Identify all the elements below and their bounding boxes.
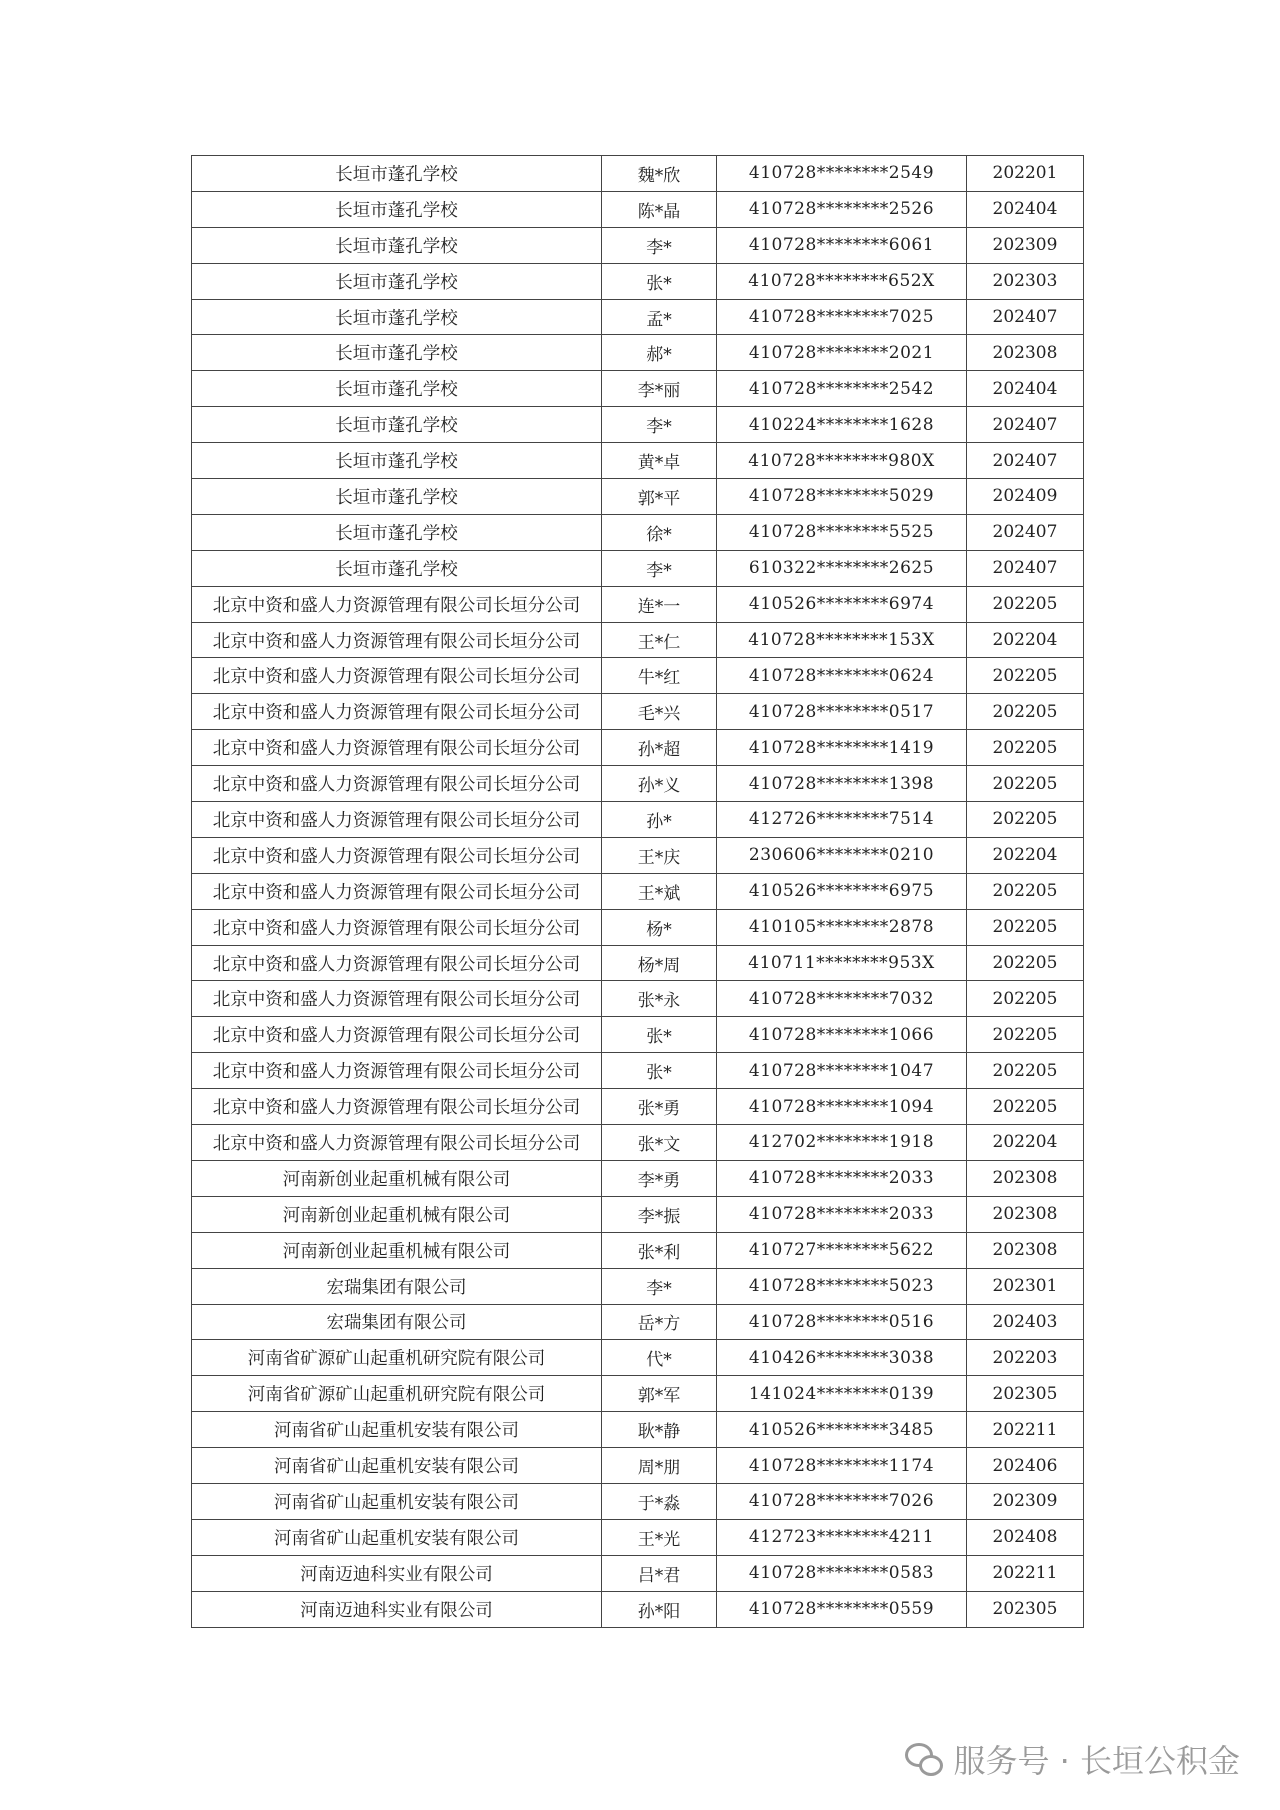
id-number-cell: 410728********0516 xyxy=(717,1304,967,1340)
id-number-cell: 410711********953X xyxy=(717,945,967,981)
records-table-body xyxy=(192,156,1084,1628)
name-cell: 代* xyxy=(602,1340,717,1376)
month-cell: 202205 xyxy=(967,586,1084,622)
company-cell: 河南省矿山起重机安装有限公司 xyxy=(192,1483,602,1519)
id-number-cell: 410728********5029 xyxy=(717,479,967,515)
table-row xyxy=(192,335,1084,371)
name-cell: 吕*君 xyxy=(602,1555,717,1591)
company-cell: 长垣市蓬孔学校 xyxy=(192,263,602,299)
name-cell: 陈*晶 xyxy=(602,191,717,227)
name-cell: 耿*静 xyxy=(602,1412,717,1448)
name-cell: 岳*方 xyxy=(602,1304,717,1340)
month-cell: 202205 xyxy=(967,981,1084,1017)
month-cell: 202309 xyxy=(967,1483,1084,1519)
id-number-cell: 410728********153X xyxy=(717,622,967,658)
id-number-cell: 410728********1174 xyxy=(717,1448,967,1484)
id-number-cell: 410224********1628 xyxy=(717,407,967,443)
id-number-cell: 410728********1419 xyxy=(717,730,967,766)
table-row xyxy=(192,1376,1084,1412)
company-cell: 北京中资和盛人力资源管理有限公司长垣分公司 xyxy=(192,622,602,658)
id-number-cell: 410728********1066 xyxy=(717,1017,967,1053)
id-number-cell: 410526********3485 xyxy=(717,1412,967,1448)
month-cell: 202404 xyxy=(967,191,1084,227)
month-cell: 202205 xyxy=(967,909,1084,945)
month-cell: 202308 xyxy=(967,1160,1084,1196)
name-cell: 杨* xyxy=(602,909,717,945)
month-cell: 202205 xyxy=(967,873,1084,909)
company-cell: 河南省矿源矿山起重机研究院有限公司 xyxy=(192,1340,602,1376)
month-cell: 202305 xyxy=(967,1591,1084,1627)
month-cell: 202409 xyxy=(967,479,1084,515)
company-cell: 长垣市蓬孔学校 xyxy=(192,299,602,335)
table-row xyxy=(192,694,1084,730)
month-cell: 202407 xyxy=(967,299,1084,335)
name-cell: 连*一 xyxy=(602,586,717,622)
table-row xyxy=(192,981,1084,1017)
table-row xyxy=(192,1519,1084,1555)
company-cell: 北京中资和盛人力资源管理有限公司长垣分公司 xyxy=(192,586,602,622)
name-cell: 郭*平 xyxy=(602,479,717,515)
name-cell: 徐* xyxy=(602,514,717,550)
month-cell: 202205 xyxy=(967,1053,1084,1089)
company-cell: 北京中资和盛人力资源管理有限公司长垣分公司 xyxy=(192,837,602,873)
month-cell: 202407 xyxy=(967,407,1084,443)
month-cell: 202205 xyxy=(967,766,1084,802)
id-number-cell: 410728********1047 xyxy=(717,1053,967,1089)
company-cell: 河南省矿山起重机安装有限公司 xyxy=(192,1412,602,1448)
id-number-cell: 412726********7514 xyxy=(717,802,967,838)
month-cell: 202203 xyxy=(967,1340,1084,1376)
table-row xyxy=(192,1483,1084,1519)
name-cell: 张*勇 xyxy=(602,1089,717,1125)
table-row xyxy=(192,227,1084,263)
company-cell: 长垣市蓬孔学校 xyxy=(192,371,602,407)
name-cell: 王*仁 xyxy=(602,622,717,658)
name-cell: 李*振 xyxy=(602,1196,717,1232)
company-cell: 北京中资和盛人力资源管理有限公司长垣分公司 xyxy=(192,694,602,730)
company-cell: 长垣市蓬孔学校 xyxy=(192,407,602,443)
table-row xyxy=(192,550,1084,586)
table-row xyxy=(192,263,1084,299)
name-cell: 李*勇 xyxy=(602,1160,717,1196)
company-cell: 河南省矿山起重机安装有限公司 xyxy=(192,1448,602,1484)
name-cell: 张* xyxy=(602,263,717,299)
name-cell: 孟* xyxy=(602,299,717,335)
table-row xyxy=(192,1412,1084,1448)
name-cell: 郝* xyxy=(602,335,717,371)
id-number-cell: 410526********6975 xyxy=(717,873,967,909)
name-cell: 于*淼 xyxy=(602,1483,717,1519)
company-cell: 北京中资和盛人力资源管理有限公司长垣分公司 xyxy=(192,766,602,802)
name-cell: 黄*卓 xyxy=(602,443,717,479)
table-row xyxy=(192,1053,1084,1089)
month-cell: 202305 xyxy=(967,1376,1084,1412)
table-row xyxy=(192,1089,1084,1125)
id-number-cell: 410728********0624 xyxy=(717,658,967,694)
company-cell: 长垣市蓬孔学校 xyxy=(192,514,602,550)
month-cell: 202205 xyxy=(967,945,1084,981)
month-cell: 202205 xyxy=(967,658,1084,694)
id-number-cell: 412723********4211 xyxy=(717,1519,967,1555)
month-cell: 202204 xyxy=(967,622,1084,658)
name-cell: 李* xyxy=(602,550,717,586)
name-cell: 周*朋 xyxy=(602,1448,717,1484)
name-cell: 魏*欣 xyxy=(602,156,717,192)
company-cell: 北京中资和盛人力资源管理有限公司长垣分公司 xyxy=(192,873,602,909)
name-cell: 孙*超 xyxy=(602,730,717,766)
company-cell: 长垣市蓬孔学校 xyxy=(192,443,602,479)
table-row xyxy=(192,156,1084,192)
id-number-cell: 410526********6974 xyxy=(717,586,967,622)
records-table xyxy=(191,155,1084,1628)
id-number-cell: 410728********2033 xyxy=(717,1160,967,1196)
month-cell: 202211 xyxy=(967,1555,1084,1591)
month-cell: 202408 xyxy=(967,1519,1084,1555)
name-cell: 杨*周 xyxy=(602,945,717,981)
id-number-cell: 410728********2549 xyxy=(717,156,967,192)
company-cell: 河南省矿源矿山起重机研究院有限公司 xyxy=(192,1376,602,1412)
id-number-cell: 410728********7025 xyxy=(717,299,967,335)
table-row xyxy=(192,479,1084,515)
id-number-cell: 410727********5622 xyxy=(717,1232,967,1268)
company-cell: 北京中资和盛人力资源管理有限公司长垣分公司 xyxy=(192,802,602,838)
id-number-cell: 410728********0559 xyxy=(717,1591,967,1627)
company-cell: 长垣市蓬孔学校 xyxy=(192,227,602,263)
name-cell: 孙*义 xyxy=(602,766,717,802)
id-number-cell: 410728********6061 xyxy=(717,227,967,263)
id-number-cell: 610322********2625 xyxy=(717,550,967,586)
name-cell: 张* xyxy=(602,1017,717,1053)
company-cell: 河南新创业起重机械有限公司 xyxy=(192,1196,602,1232)
id-number-cell: 410728********980X xyxy=(717,443,967,479)
company-cell: 宏瑞集团有限公司 xyxy=(192,1268,602,1304)
wechat-icon xyxy=(905,1743,943,1775)
month-cell: 202205 xyxy=(967,1089,1084,1125)
id-number-cell: 410728********1094 xyxy=(717,1089,967,1125)
company-cell: 河南迈迪科实业有限公司 xyxy=(192,1591,602,1627)
id-number-cell: 410728********652X xyxy=(717,263,967,299)
company-cell: 河南省矿山起重机安装有限公司 xyxy=(192,1519,602,1555)
company-cell: 北京中资和盛人力资源管理有限公司长垣分公司 xyxy=(192,1017,602,1053)
watermark xyxy=(905,1736,1240,1782)
company-cell: 北京中资和盛人力资源管理有限公司长垣分公司 xyxy=(192,658,602,694)
id-number-cell: 410728********7026 xyxy=(717,1483,967,1519)
table-row xyxy=(192,802,1084,838)
table-row xyxy=(192,407,1084,443)
month-cell: 202403 xyxy=(967,1304,1084,1340)
month-cell: 202407 xyxy=(967,514,1084,550)
id-number-cell: 410426********3038 xyxy=(717,1340,967,1376)
company-cell: 长垣市蓬孔学校 xyxy=(192,479,602,515)
company-cell: 宏瑞集团有限公司 xyxy=(192,1304,602,1340)
company-cell: 北京中资和盛人力资源管理有限公司长垣分公司 xyxy=(192,1089,602,1125)
table-row xyxy=(192,191,1084,227)
name-cell: 郭*军 xyxy=(602,1376,717,1412)
month-cell: 202308 xyxy=(967,335,1084,371)
month-cell: 202407 xyxy=(967,443,1084,479)
id-number-cell: 410728********7032 xyxy=(717,981,967,1017)
table-row xyxy=(192,514,1084,550)
name-cell: 王*庆 xyxy=(602,837,717,873)
name-cell: 孙*阳 xyxy=(602,1591,717,1627)
table-row xyxy=(192,1017,1084,1053)
company-cell: 河南迈迪科实业有限公司 xyxy=(192,1555,602,1591)
month-cell: 202201 xyxy=(967,156,1084,192)
name-cell: 张*永 xyxy=(602,981,717,1017)
table-row xyxy=(192,766,1084,802)
month-cell: 202205 xyxy=(967,730,1084,766)
company-cell: 北京中资和盛人力资源管理有限公司长垣分公司 xyxy=(192,730,602,766)
table-row xyxy=(192,1448,1084,1484)
table-row xyxy=(192,909,1084,945)
month-cell: 202406 xyxy=(967,1448,1084,1484)
table-row xyxy=(192,1268,1084,1304)
name-cell: 张*利 xyxy=(602,1232,717,1268)
table-row xyxy=(192,1591,1084,1627)
table-row xyxy=(192,837,1084,873)
name-cell: 李*丽 xyxy=(602,371,717,407)
company-cell: 长垣市蓬孔学校 xyxy=(192,550,602,586)
watermark-text: 服务号 · 长垣公积金 xyxy=(953,1742,1240,1780)
month-cell: 202308 xyxy=(967,1196,1084,1232)
month-cell: 202204 xyxy=(967,837,1084,873)
month-cell: 202301 xyxy=(967,1268,1084,1304)
month-cell: 202303 xyxy=(967,263,1084,299)
company-cell: 河南新创业起重机械有限公司 xyxy=(192,1160,602,1196)
id-number-cell: 410728********1398 xyxy=(717,766,967,802)
name-cell: 李* xyxy=(602,1268,717,1304)
table-row xyxy=(192,730,1084,766)
table-row xyxy=(192,586,1084,622)
month-cell: 202309 xyxy=(967,227,1084,263)
id-number-cell: 410105********2878 xyxy=(717,909,967,945)
company-cell: 北京中资和盛人力资源管理有限公司长垣分公司 xyxy=(192,1053,602,1089)
id-number-cell: 410728********5023 xyxy=(717,1268,967,1304)
name-cell: 李* xyxy=(602,407,717,443)
name-cell: 王*斌 xyxy=(602,873,717,909)
table-row xyxy=(192,299,1084,335)
id-number-cell: 410728********2542 xyxy=(717,371,967,407)
id-number-cell: 410728********0583 xyxy=(717,1555,967,1591)
table-row xyxy=(192,945,1084,981)
id-number-cell: 410728********2021 xyxy=(717,335,967,371)
id-number-cell: 141024********0139 xyxy=(717,1376,967,1412)
id-number-cell: 410728********2033 xyxy=(717,1196,967,1232)
company-cell: 北京中资和盛人力资源管理有限公司长垣分公司 xyxy=(192,981,602,1017)
table-row xyxy=(192,1340,1084,1376)
month-cell: 202407 xyxy=(967,550,1084,586)
table-row xyxy=(192,443,1084,479)
table-row xyxy=(192,1232,1084,1268)
company-cell: 长垣市蓬孔学校 xyxy=(192,191,602,227)
id-number-cell: 410728********2526 xyxy=(717,191,967,227)
table-row xyxy=(192,622,1084,658)
table-row xyxy=(192,1555,1084,1591)
name-cell: 王*光 xyxy=(602,1519,717,1555)
table-row xyxy=(192,658,1084,694)
name-cell: 张*文 xyxy=(602,1125,717,1161)
table-row xyxy=(192,371,1084,407)
id-number-cell: 230606********0210 xyxy=(717,837,967,873)
month-cell: 202308 xyxy=(967,1232,1084,1268)
month-cell: 202204 xyxy=(967,1125,1084,1161)
table-row xyxy=(192,1125,1084,1161)
month-cell: 202211 xyxy=(967,1412,1084,1448)
table-row xyxy=(192,1196,1084,1232)
name-cell: 张* xyxy=(602,1053,717,1089)
month-cell: 202205 xyxy=(967,802,1084,838)
table-row xyxy=(192,1304,1084,1340)
month-cell: 202205 xyxy=(967,1017,1084,1053)
table-row xyxy=(192,1160,1084,1196)
name-cell: 牛*红 xyxy=(602,658,717,694)
company-cell: 北京中资和盛人力资源管理有限公司长垣分公司 xyxy=(192,1125,602,1161)
id-number-cell: 410728********5525 xyxy=(717,514,967,550)
month-cell: 202404 xyxy=(967,371,1084,407)
name-cell: 孙* xyxy=(602,802,717,838)
table-row xyxy=(192,873,1084,909)
company-cell: 长垣市蓬孔学校 xyxy=(192,156,602,192)
name-cell: 毛*兴 xyxy=(602,694,717,730)
company-cell: 北京中资和盛人力资源管理有限公司长垣分公司 xyxy=(192,909,602,945)
id-number-cell: 410728********0517 xyxy=(717,694,967,730)
company-cell: 北京中资和盛人力资源管理有限公司长垣分公司 xyxy=(192,945,602,981)
name-cell: 李* xyxy=(602,227,717,263)
month-cell: 202205 xyxy=(967,694,1084,730)
company-cell: 河南新创业起重机械有限公司 xyxy=(192,1232,602,1268)
id-number-cell: 412702********1918 xyxy=(717,1125,967,1161)
company-cell: 长垣市蓬孔学校 xyxy=(192,335,602,371)
